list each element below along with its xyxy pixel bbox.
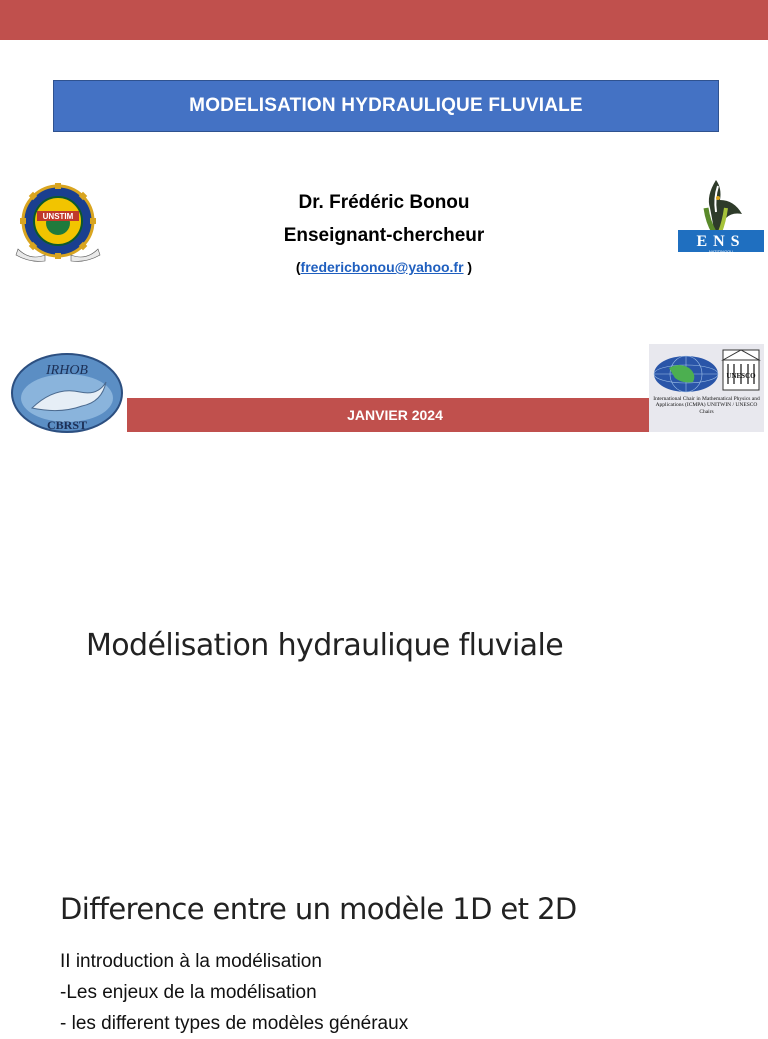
top-accent-bar [0,0,768,40]
list-item: II introduction à la modélisation [60,951,322,972]
unstim-logo [10,183,105,263]
irhob-logo [10,352,124,434]
main-heading: Modélisation hydraulique fluviale [86,628,564,663]
author-name: Dr. Frédéric Bonou [298,192,470,213]
unesco-logo [649,344,764,432]
slide-title: MODELISATION HYDRAULIQUE FLUVIALE [189,95,583,116]
ens-logo-text: ENS [696,233,746,250]
list-item: -Les enjeux de la modélisation [60,982,317,1003]
ens-logo [676,178,766,256]
irhob-logo-top: IRHOB [46,363,88,378]
author-block [184,190,584,275]
author-email-line [184,259,584,275]
irhob-logo-bottom: CBRST [46,418,88,432]
date-text: JANVIER 2024 [347,407,443,423]
email-close-paren: ) [463,259,473,275]
ens-logo-sub: NATITINGOU [708,249,734,254]
unesco-logo-caption: International Chair in Mathematical Physics and Applications (ICMPA) UNITWIN / UNESCO Chairs [653,396,760,415]
email-open-paren: ( [295,259,301,275]
slide-title-banner [53,80,719,132]
author-role: Enseignant-chercheur [283,225,485,246]
list-item: - les different types de modèles généraux [60,1013,409,1034]
author-email-link[interactable]: fredericbonou@yahoo.fr [300,259,464,275]
difference-heading: Difference entre un modèle 1D et 2D [60,892,577,926]
unesco-logo-text: UNESCO [726,372,756,380]
date-banner [127,398,663,432]
topic-list [60,946,408,1039]
unstim-logo-text: UNSTIM [42,212,74,221]
